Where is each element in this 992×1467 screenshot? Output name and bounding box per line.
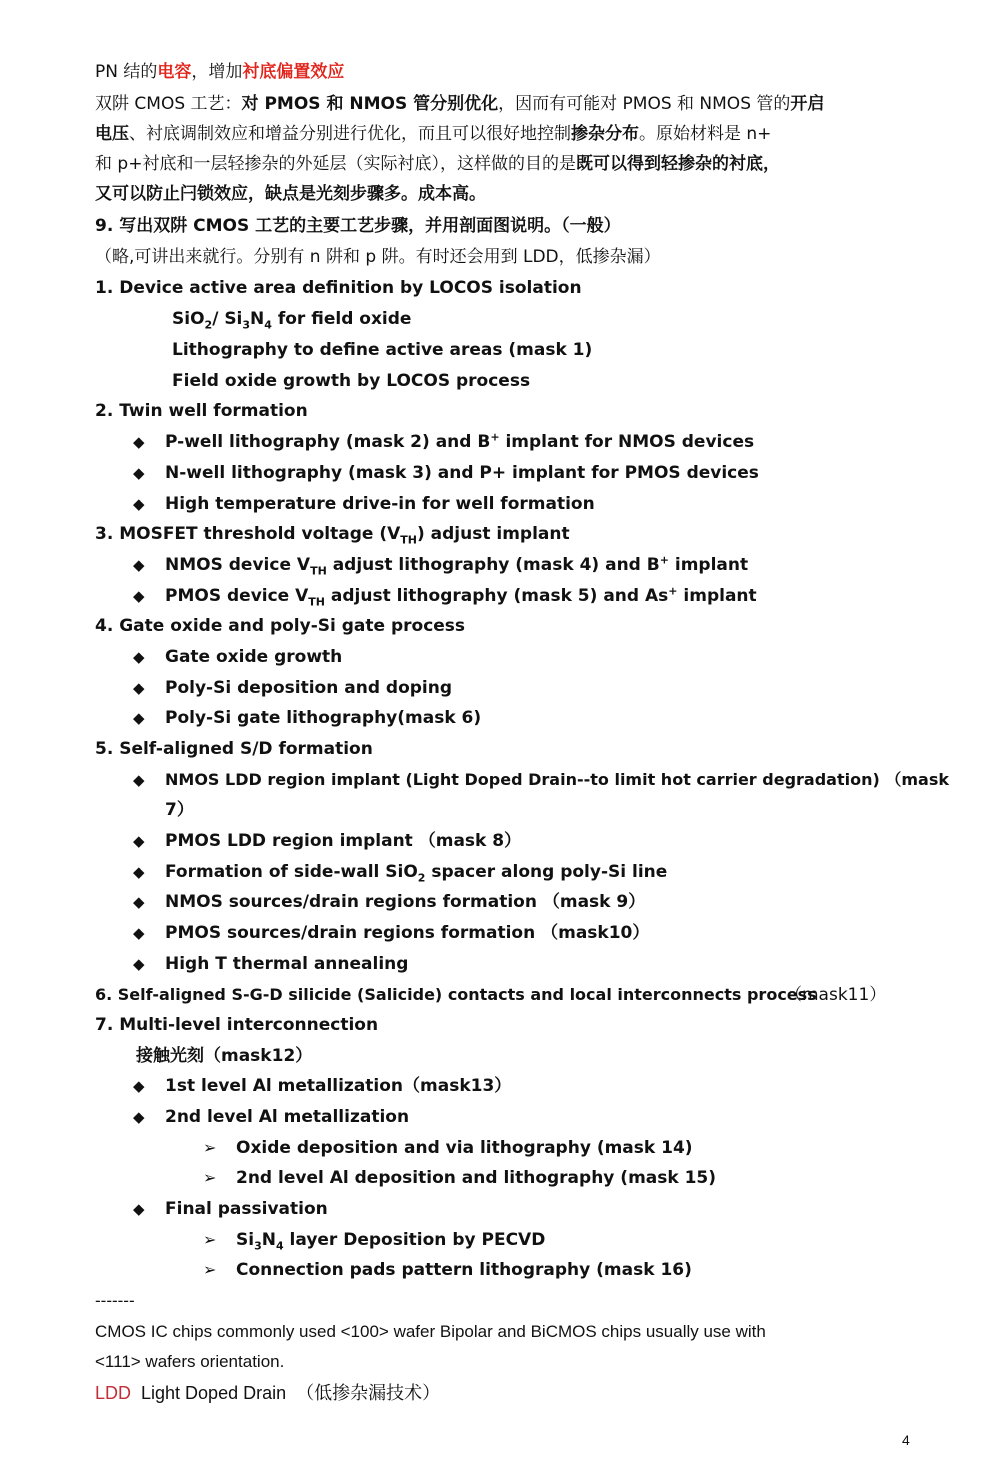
wafer-note-line-2: <111> wafers orientation. bbox=[95, 1352, 285, 1371]
step-2-item-nwell: ◆ N-well lithography (mask 3) and P+ implant for PMOS devices bbox=[133, 463, 759, 483]
step-5-item-pmos-ldd: ◆ PMOS LDD region implant （mask 8） bbox=[133, 831, 522, 851]
step-2-title: 2. Twin well formation bbox=[95, 401, 308, 421]
diamond-bullet-icon: ◆ bbox=[133, 556, 145, 574]
step-4-item-poly-litho: ◆ Poly-Si gate lithography(mask 6) bbox=[133, 708, 482, 728]
step-1-item-litho: Lithography to define active areas (mask 1) bbox=[172, 340, 593, 360]
arrow-bullet-icon: ➢ bbox=[203, 1168, 217, 1187]
separator-dashes: ------- bbox=[95, 1291, 135, 1310]
step-7-subitem-pads: ➢ Connection pads pattern lithography (mask 16) bbox=[203, 1260, 692, 1280]
ldd-note: LDD Light Doped Drain （低掺杂漏技术） bbox=[95, 1383, 441, 1403]
diamond-bullet-icon: ◆ bbox=[133, 1108, 145, 1126]
diamond-bullet-icon: ◆ bbox=[133, 709, 145, 727]
text: PN 结的 bbox=[95, 62, 158, 82]
arrow-bullet-icon: ➢ bbox=[203, 1260, 217, 1279]
step-3-item-pmos: ◆ PMOS device $V_{TH}$ adjust lithography (mask 5) and As+ implant bbox=[133, 584, 757, 609]
text: ，增加 bbox=[191, 62, 243, 82]
intro-line-4: 和 p+衬底和一层轻掺杂的外延层（实际衬底），这样做的目的是既可以得到轻掺杂的衬底， bbox=[95, 154, 780, 174]
step-5-item-pmos-sd: ◆ PMOS sources/drain regions formation （mask10） bbox=[133, 923, 650, 943]
highlight-capacitance: 电容 bbox=[157, 62, 192, 82]
step-4-item-poly-dep: ◆ Poly-Si deposition and doping bbox=[133, 678, 453, 698]
step-5-item-nmos-ldd-cont: 7） bbox=[165, 800, 194, 820]
step-7-subitem-si3n4: ➢ $Si_3N_4$ layer Deposition by PECVD bbox=[203, 1230, 546, 1253]
arrow-bullet-icon: ➢ bbox=[203, 1230, 217, 1249]
diamond-bullet-icon: ◆ bbox=[133, 924, 145, 942]
diamond-bullet-icon: ◆ bbox=[133, 1077, 145, 1095]
diamond-bullet-icon: ◆ bbox=[133, 1200, 145, 1218]
diamond-bullet-icon: ◆ bbox=[133, 679, 145, 697]
step-5-title: 5. Self-aligned S/D formation bbox=[95, 739, 373, 759]
intro-line-3: 电压、衬底调制效应和增益分别进行优化，而且可以很好地控制掺杂分布。原始材料是 n+ bbox=[95, 124, 772, 144]
highlight-body-effect: 衬底偏置效应 bbox=[242, 62, 345, 82]
step-2-item-drive-in: ◆ High temperature drive-in for well formation bbox=[133, 494, 595, 514]
intro-line-5: 又可以防止闩锁效应，缺点是光刻步骤多。成本高。 bbox=[95, 184, 486, 204]
step-7-item-passivation: ◆ Final passivation bbox=[133, 1199, 328, 1219]
step-7-subitem-oxide-via: ➢ Oxide deposition and via lithography (mask 14) bbox=[203, 1138, 693, 1158]
step-5-item-nmos-ldd: ◆ NMOS LDD region implant (Light Doped Drain--to limit hot carrier degradation) （mask bbox=[95, 768, 915, 792]
wafer-note-line-1: CMOS IC chips commonly used <100> wafer Bipolar and BiCMOS chips usually use with bbox=[95, 1322, 766, 1341]
step-4-title: 4. Gate oxide and poly-Si gate process bbox=[95, 616, 466, 636]
diamond-bullet-icon: ◆ bbox=[133, 648, 145, 666]
step-7-title: 7. Multi-level interconnection bbox=[95, 1015, 379, 1035]
step-1-item-field-oxide: Field oxide growth by LOCOS process bbox=[172, 371, 531, 391]
answer-note: （略,可讲出来就行。分别有 n 阱和 p 阱。有时还会用到 LDD，低掺杂漏） bbox=[95, 247, 661, 267]
ldd-abbreviation: LDD bbox=[95, 1383, 132, 1403]
step-6-title: 6. Self-aligned S-G-D silicide (Salicide) contacts and local interconnects process （mask11） bbox=[95, 985, 887, 1005]
step-3-title: 3. MOSFET threshold voltage $(V_{TH})$ adjust implant bbox=[95, 524, 570, 547]
diamond-bullet-icon: ◆ bbox=[133, 495, 145, 513]
step-2-item-pwell: ◆ P-well lithography (mask 2) and B+ implant for NMOS devices bbox=[133, 430, 755, 452]
step-4-item-gate-oxide: ◆ Gate oxide growth bbox=[133, 647, 343, 667]
diamond-bullet-icon: ◆ bbox=[133, 893, 145, 911]
step-5-item-anneal: ◆ High T thermal annealing bbox=[133, 954, 409, 974]
step-7-item-al1: ◆ 1st level Al metallization（mask13） bbox=[133, 1076, 512, 1096]
diamond-bullet-icon: ◆ bbox=[133, 587, 145, 605]
diamond-bullet-icon: ◆ bbox=[133, 771, 145, 789]
step-7-item-al2: ◆ 2nd level Al metallization bbox=[133, 1107, 410, 1127]
step-5-item-spacer: ◆ Formation of side-wall SiO$_2$ spacer along poly-Si line bbox=[133, 862, 668, 885]
step-5-item-nmos-sd: ◆ NMOS sources/drain regions formation （mask 9） bbox=[133, 892, 646, 912]
step-3-item-nmos: ◆ NMOS device $V_{TH}$ adjust lithography (mask 4) and B+ implant bbox=[133, 553, 749, 578]
diamond-bullet-icon: ◆ bbox=[133, 433, 145, 451]
step-1-item-sio2: SiO$_2$/ $Si_3N_4$ for field oxide bbox=[172, 309, 412, 332]
question-heading: 9. 写出双阱 CMOS 工艺的主要工艺步骤，并用剖面图说明。（一般） bbox=[95, 216, 621, 236]
intro-line-2: 双阱 CMOS 工艺：对 PMOS 和 NMOS 管分别优化，因而有可能对 PMOS 和 NMOS 管的开启 bbox=[95, 94, 825, 114]
diamond-bullet-icon: ◆ bbox=[133, 464, 145, 482]
diamond-bullet-icon: ◆ bbox=[133, 955, 145, 973]
diamond-bullet-icon: ◆ bbox=[133, 832, 145, 850]
step-7-subitem-al2-dep: ➢ 2nd level Al deposition and lithography (mask 15) bbox=[203, 1168, 717, 1188]
diamond-bullet-icon: ◆ bbox=[133, 863, 145, 881]
page-number: 4 bbox=[902, 1432, 910, 1448]
step-1-title: 1. Device active area definition by LOCOS isolation bbox=[95, 278, 582, 298]
intro-line-1 bbox=[95, 60, 344, 84]
step-7-contact-litho: 接触光刻（mask12） bbox=[136, 1046, 313, 1066]
arrow-bullet-icon: ➢ bbox=[203, 1138, 217, 1157]
